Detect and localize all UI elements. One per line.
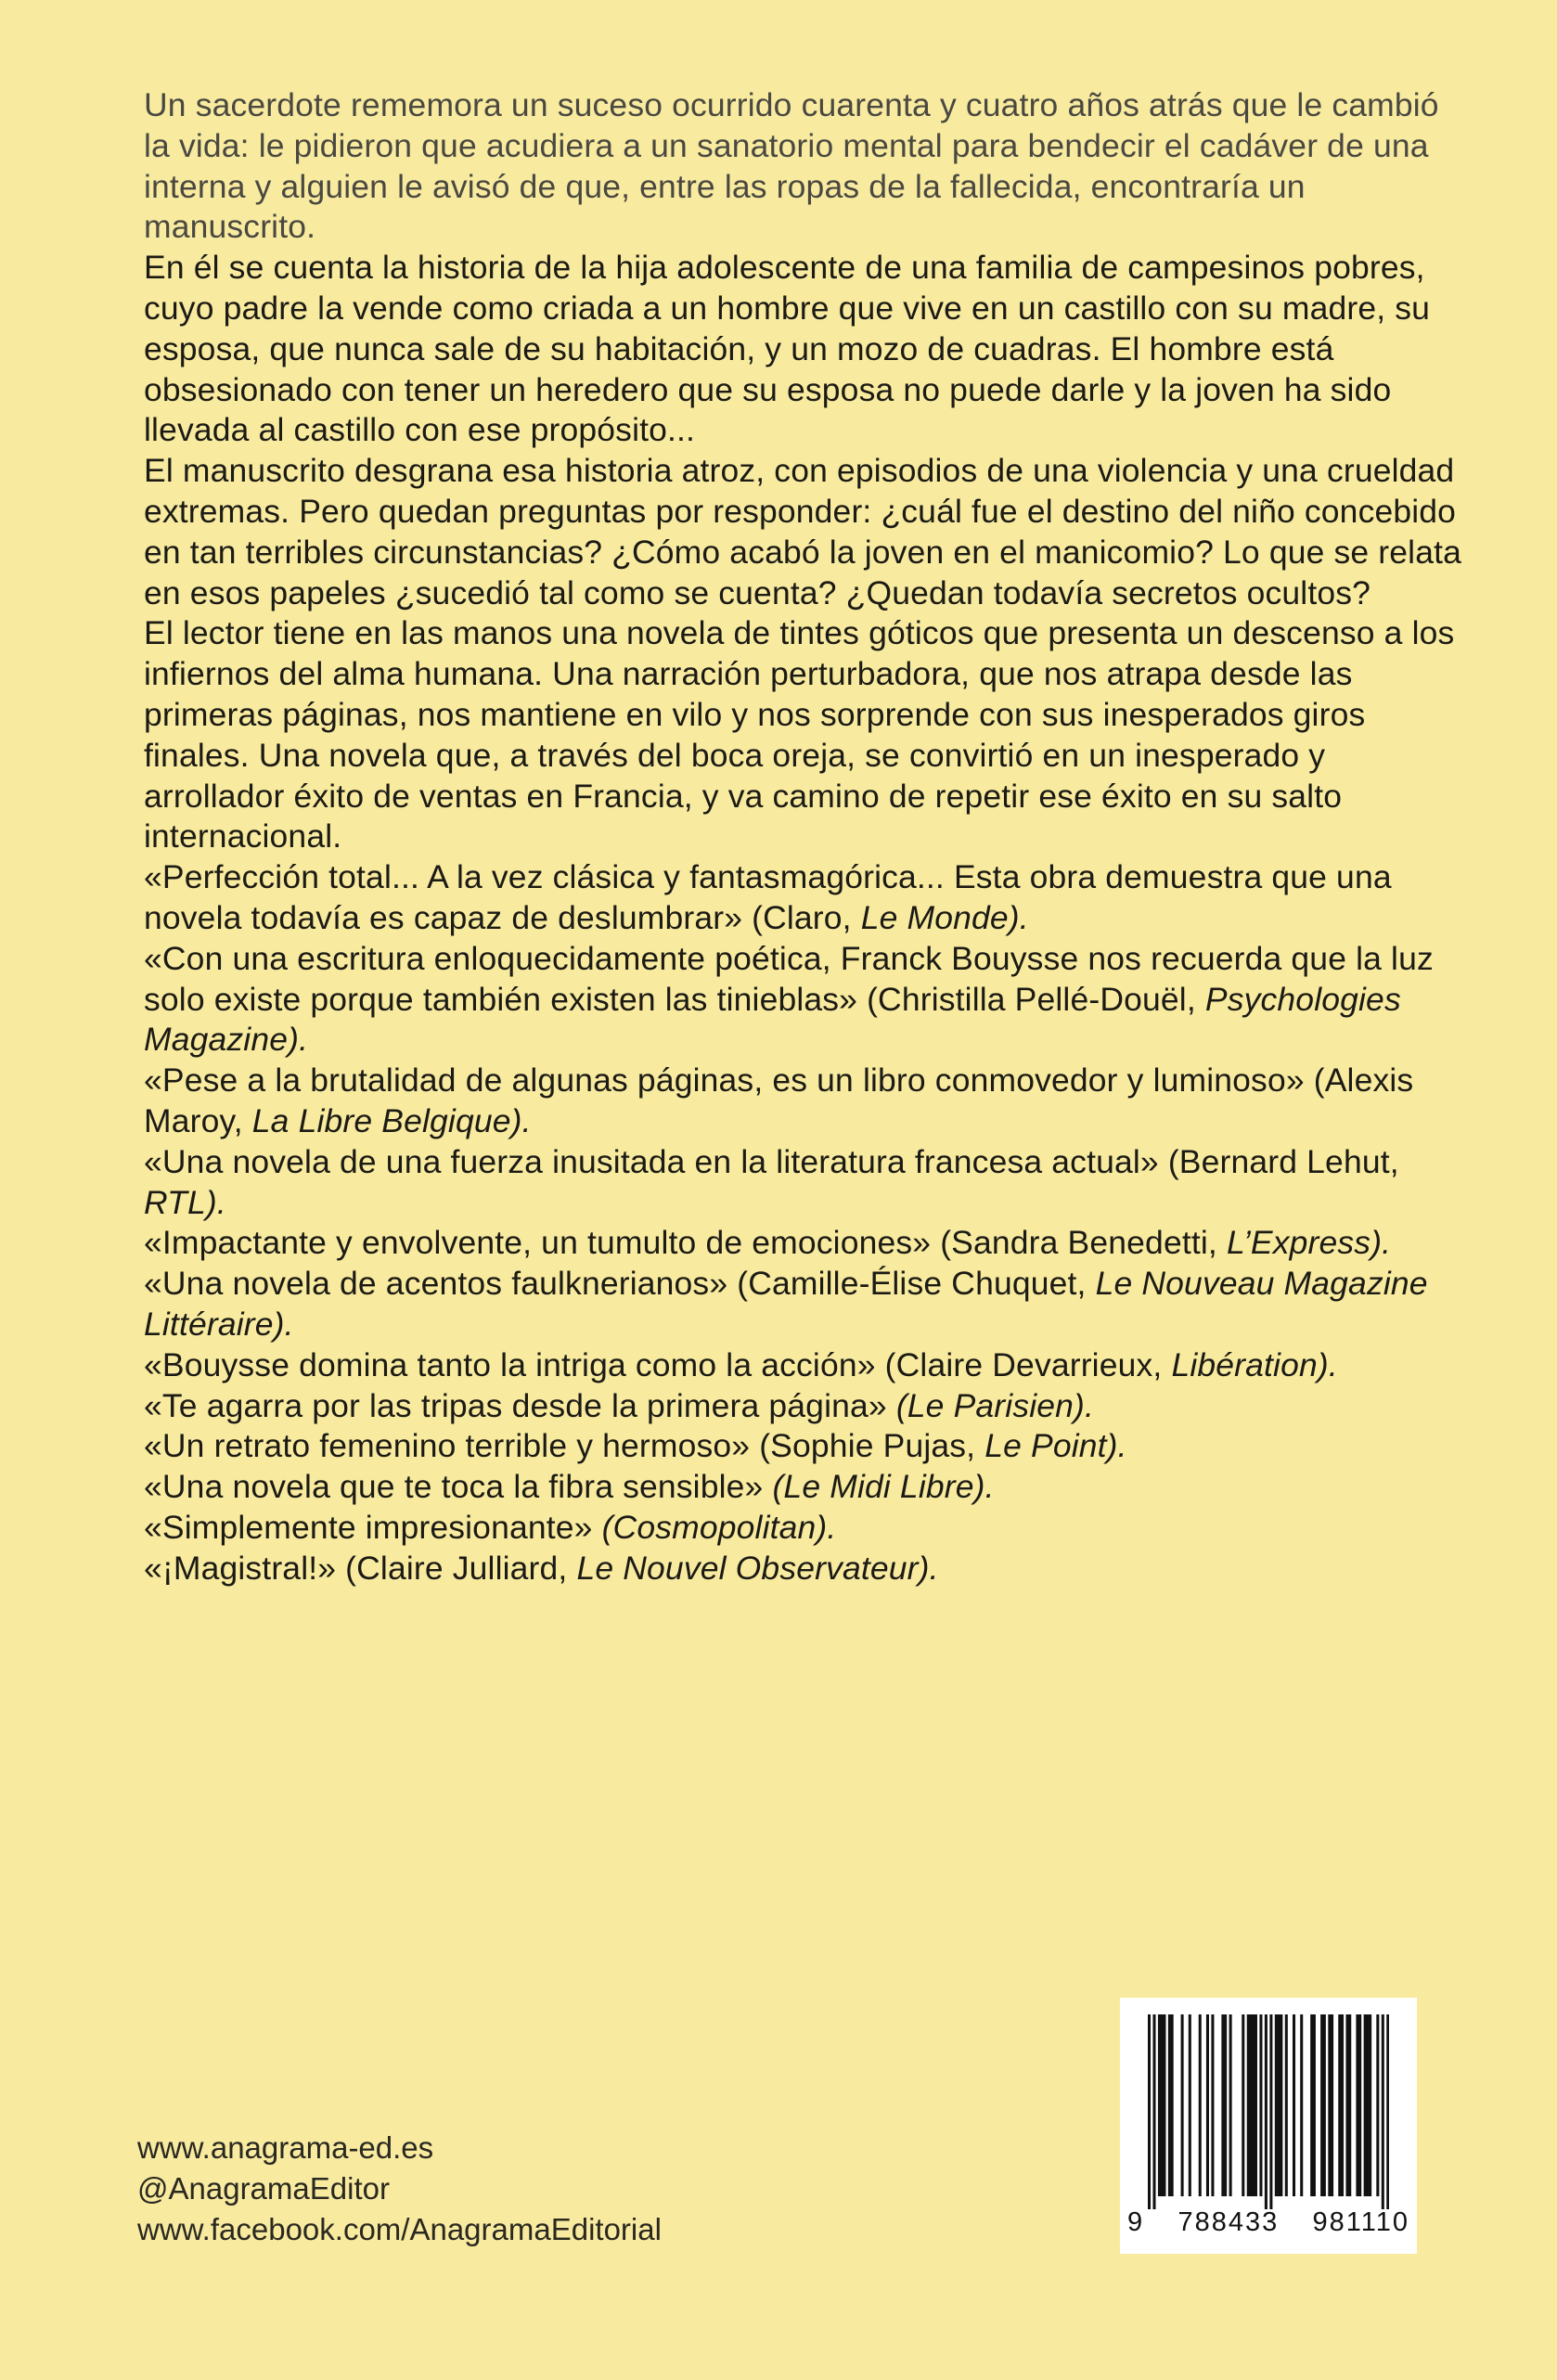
barcode-bar (1148, 2014, 1151, 2209)
review-quote (144, 1142, 1461, 1224)
barcode-bar (1382, 2014, 1384, 2209)
review-quote (144, 857, 1461, 939)
barcode-bar (1364, 2014, 1367, 2196)
barcode-bar (1341, 2014, 1344, 2196)
quote-text: «Una novela de una fuerza inusitada en la literatura francesa actual» (Bernard Lehut, (144, 1142, 1399, 1180)
synopsis-paragraph-1: Un sacerdote rememora un suceso ocurrido cuarenta y cuatro años atrás que le cambió la vida: le pidieron que acudiera a un sanatorio mental para bendecir el cadáver de una interna y alguien le avisó de que, entre las ropas de la fallecida, encontraría un manuscrito. (144, 86, 1439, 246)
barcode-number (1127, 2207, 1409, 2238)
quote-text: «Un retrato femenino terrible y hermoso» (Sophie Pujas, (144, 1427, 985, 1465)
back-cover-blurb (144, 85, 1461, 1589)
barcode-bar (1348, 2014, 1351, 2196)
barcode-bar (1158, 2014, 1161, 2196)
barcode-bar (1285, 2014, 1288, 2196)
barcode-bar (1265, 2014, 1267, 2209)
barcode-bar (1168, 2014, 1171, 2196)
quote-text: «Con una escritura enloquecidamente poética, Franck Bouysse nos recuerda que la luz solo existe porque también existen las tinieblas» (Christilla Pellé-Douël, (144, 939, 1434, 1018)
quote-source: L’Express). (1226, 1224, 1392, 1262)
synopsis-paragraph-3: El manuscrito desgrana esa historia atroz, con episodios de una violencia y una crueldad extremas. Pero quedan preguntas por responder: ¿cuál fue el destino del niño concebido en tan terribles circunstancias? ¿Cómo acabó la joven en el manicomio? Lo que se relata en esos papeles ¿sucedió tal como se cuenta? ¿Quedan todavía secretos ocultos? (144, 452, 1462, 611)
barcode-bar (1211, 2014, 1214, 2196)
barcode-bar (1293, 2014, 1295, 2196)
quote-text: «Te agarra por las tripas desde la primera página» (144, 1386, 896, 1424)
barcode-bar (1181, 2014, 1184, 2196)
barcode-bar (1278, 2014, 1280, 2196)
synopsis-paragraph-4: El lector tiene en las manos una novela de tintes góticos que presenta un descenso a los infiernos del alma humana. Una narración perturbadora, que nos atrapa desde las primeras páginas, nos mantiene en vilo y nos sorprende con sus inesperados giros finales. Una novela que, a través del boca oreja, se convirtió en un inesperado y arrollador éxito de ventas en Francia, y va camino de repetir ese éxito en su salto internacional. (144, 614, 1455, 856)
barcode-bar (1249, 2014, 1252, 2196)
quote-text: «Bouysse domina tanto la intriga como la acción» (Claire Devarrieux, (144, 1345, 1172, 1383)
barcode-bar (1221, 2014, 1224, 2196)
barcode-bar (1275, 2014, 1278, 2196)
quote-text: «Simplemente impresionante» (144, 1508, 602, 1546)
barcode-bar (1206, 2014, 1209, 2196)
barcode-bar (1331, 2014, 1333, 2196)
review-quote (144, 1426, 1461, 1467)
quote-text: «Impactante y envolvente, un tumulto de emociones» (Sandra Benedetti, (144, 1224, 1227, 1262)
barcode-bar (1323, 2014, 1326, 2196)
barcode-bar (1320, 2014, 1323, 2196)
barcode-bars (1148, 2014, 1389, 2209)
barcode-bar (1255, 2014, 1257, 2196)
barcode-bar (1252, 2014, 1255, 2196)
quote-text: «Una novela de acentos faulknerianos» (Camille-Élise Chuquet, (144, 1265, 1096, 1303)
review-quote (144, 1345, 1461, 1386)
barcode-bar (1247, 2014, 1250, 2196)
barcode-bar (1229, 2014, 1232, 2196)
website-link[interactable]: www.anagrama-ed.es (137, 2130, 434, 2165)
review-quote (144, 1508, 1461, 1549)
quote-source: La Libre Belgique). (251, 1101, 532, 1139)
barcode-bar (1313, 2014, 1316, 2196)
barcode-bar (1224, 2014, 1227, 2196)
review-quote (144, 1061, 1461, 1142)
barcode-bar (1152, 2014, 1155, 2209)
barcode-bar (1171, 2014, 1174, 2196)
barcode-bar (1338, 2014, 1341, 2196)
barcode-left-digits: 788433 (1177, 2207, 1280, 2237)
barcode-bar (1242, 2014, 1244, 2196)
review-quote (144, 1223, 1461, 1264)
review-quote (144, 1264, 1461, 1345)
quote-source: Le Point). (984, 1427, 1127, 1465)
twitter-handle[interactable]: @AnagramaEditor (137, 2171, 390, 2206)
quote-source: Libération). (1171, 1345, 1338, 1383)
barcode-bar (1189, 2014, 1191, 2196)
isbn-barcode (1120, 1998, 1417, 2254)
quote-text: «Una novela que te toca la fibra sensible» (144, 1468, 773, 1506)
barcode-bar (1310, 2014, 1313, 2196)
barcode-bar (1345, 2014, 1348, 2196)
quote-source: (Cosmopolitan). (601, 1508, 837, 1546)
barcode-bar (1161, 2014, 1164, 2196)
quote-source: Le Nouveau Magazine Littéraire). (144, 1265, 1428, 1343)
quote-source: RTL). (144, 1183, 226, 1221)
barcode-bar (1358, 2014, 1361, 2196)
publisher-links (137, 2128, 662, 2250)
quote-source: Le Nouvel Observateur). (576, 1549, 939, 1587)
barcode-bar (1269, 2014, 1272, 2209)
barcode-bar (1386, 2014, 1389, 2209)
quote-source: (Le Parisien). (895, 1386, 1095, 1424)
barcode-right-digits: 981110 (1312, 2207, 1409, 2237)
barcode-bar (1366, 2014, 1369, 2196)
quote-source: (Le Midi Libre). (772, 1468, 995, 1506)
synopsis-paragraph-2: En él se cuenta la historia de la hija adolescente de una familia de campesinos pobres, cuyo padre la vende como criada a un hombre que vive en un castillo con su madre, su esposa, que nunca sale de su habitación, y un mozo de cuadras. El hombre está obsesionado con tener un heredero que su esposa no puede darle y la joven ha sido llevada al castillo con ese propósito... (144, 249, 1431, 449)
quote-text: «¡Magistral!» (Claire Julliard, (144, 1549, 577, 1587)
barcode-bar (1300, 2014, 1303, 2196)
review-quote (144, 1386, 1461, 1427)
review-quote (144, 1467, 1461, 1508)
barcode-bar (1328, 2014, 1331, 2196)
quote-text: «Perfección total... A la vez clásica y fantasmagórica... Esta obra demuestra que una novela todavía es capaz de deslumbrar» (Claro, (144, 858, 1392, 936)
barcode-bar (1280, 2014, 1282, 2196)
barcode-bar (1163, 2014, 1165, 2196)
quote-text: «Pese a la brutalidad de algunas páginas, es un libro conmovedor y luminoso» (Alexis Maroy, (144, 1061, 1414, 1139)
quote-source: Psychologies Magazine). (144, 980, 1401, 1059)
barcode-lead-digit: 9 (1127, 2207, 1145, 2237)
barcode-bar (1259, 2014, 1262, 2196)
barcode-bar (1369, 2014, 1371, 2196)
review-quote (144, 939, 1461, 1061)
review-quote (144, 1549, 1461, 1589)
barcode-bar (1376, 2014, 1379, 2196)
barcode-bar (1356, 2014, 1358, 2196)
facebook-link[interactable]: www.facebook.com/AnagramaEditorial (137, 2212, 662, 2246)
barcode-bar (1199, 2014, 1202, 2196)
quote-source: Le Monde). (860, 898, 1029, 936)
